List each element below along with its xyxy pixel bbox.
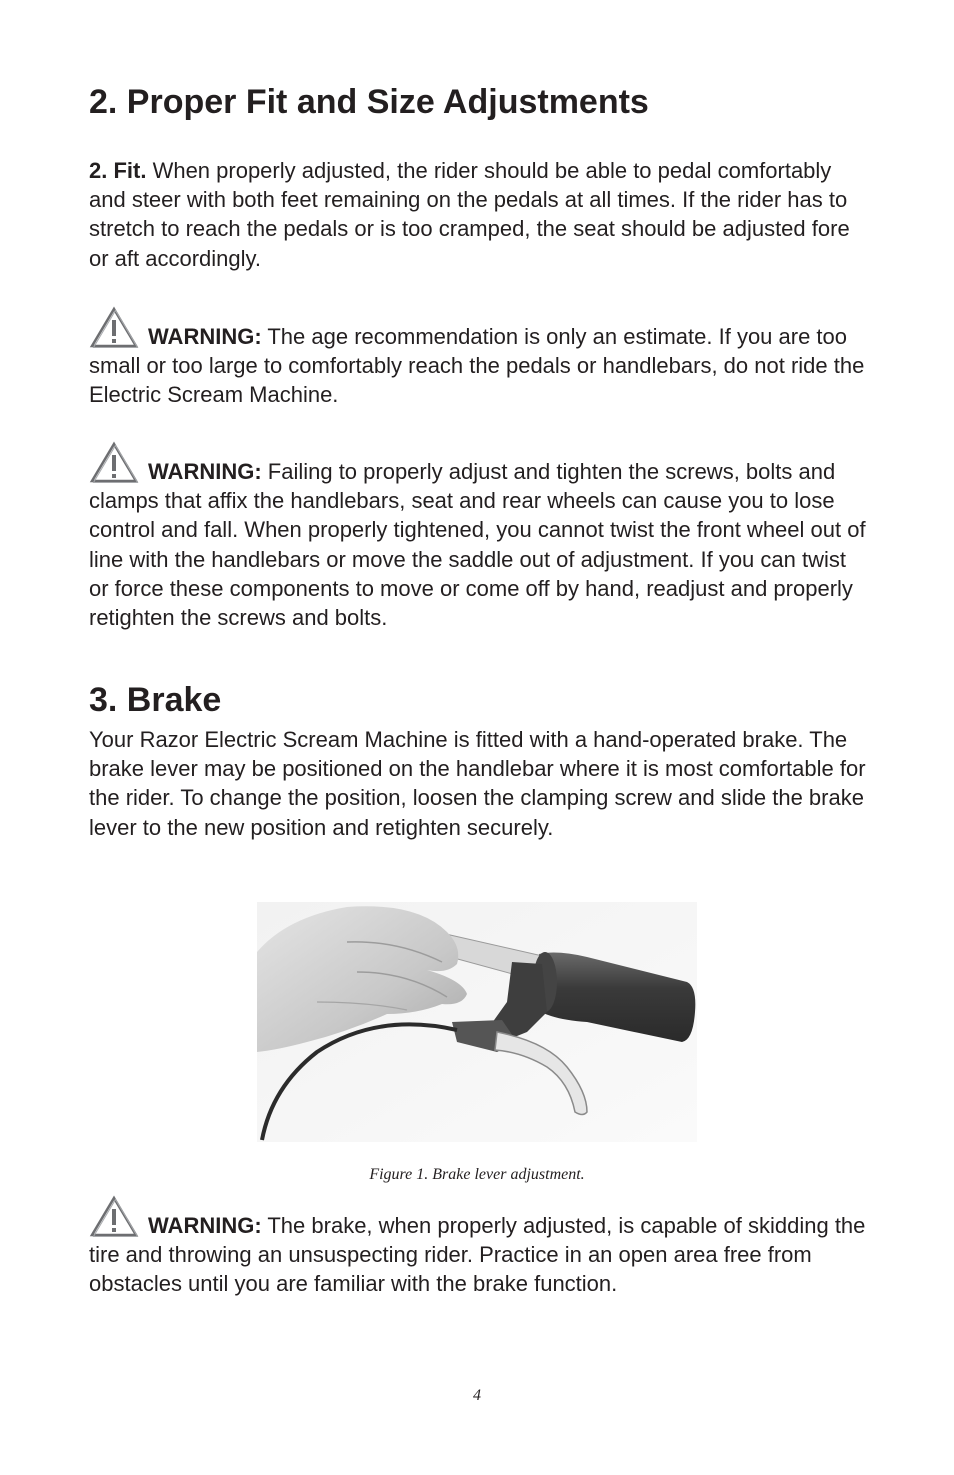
warning-triangle-icon [89,441,139,485]
fit-text: When properly adjusted, the rider should be able to pedal comfortably and steer with both feet remaining on the pedals at all times. If the rider has to stretch to reach the pedals or is too cramped, the seat should be adjusted fore or aft accordingly. [89,158,850,271]
warning-triangle-icon [89,306,139,350]
warning-label: WARNING: [148,324,262,349]
warning-label: WARNING: [148,459,262,484]
section-heading-fit: 2. Proper Fit and Size Adjustments [89,83,649,121]
section-heading-brake: 3. Brake [89,681,222,719]
warning-label: WARNING: [148,1213,262,1238]
brake-lever-photo [257,902,697,1142]
fit-label: 2. Fit. [89,158,147,183]
warning-tighten [89,441,867,632]
warning-text: The brake, when properly adjusted, is capable of skidding the tire and throwing an unsuspecting rider. Practice in an open area free from obstacles until you are familiar with the brake function. [89,1213,866,1297]
figure-caption: Figure 1. Brake lever adjustment. [369,1166,585,1183]
warning-triangle-icon [89,1195,139,1239]
warning-text: Failing to properly adjust and tighten the screws, bolts and clamps that affix the handlebars, seat and rear wheels can cause you to lose control and fall. When properly tightened, you cannot twist the front wheel out of line with the handlebars or move the saddle out of adjustment. If you can twist or force these components to move or come off by hand, readjust and properly retighten the screws and bolts. [89,459,866,631]
warning-brake [89,1195,867,1299]
page-number: 4 [473,1387,481,1404]
warning-age [89,306,867,410]
fit-paragraph [89,156,867,273]
warning-text: The age recommendation is only an estimate. If you are too small or too large to comfortably reach the pedals or handlebars, do not ride the Electric Scream Machine. [89,324,865,408]
brake-paragraph: Your Razor Electric Scream Machine is fitted with a hand-operated brake. The brake lever may be positioned on the handlebar where it is most comfortable for the rider. To change the position, loosen the clamping screw and slide the brake lever to the new position and retighten securely. [89,727,866,840]
